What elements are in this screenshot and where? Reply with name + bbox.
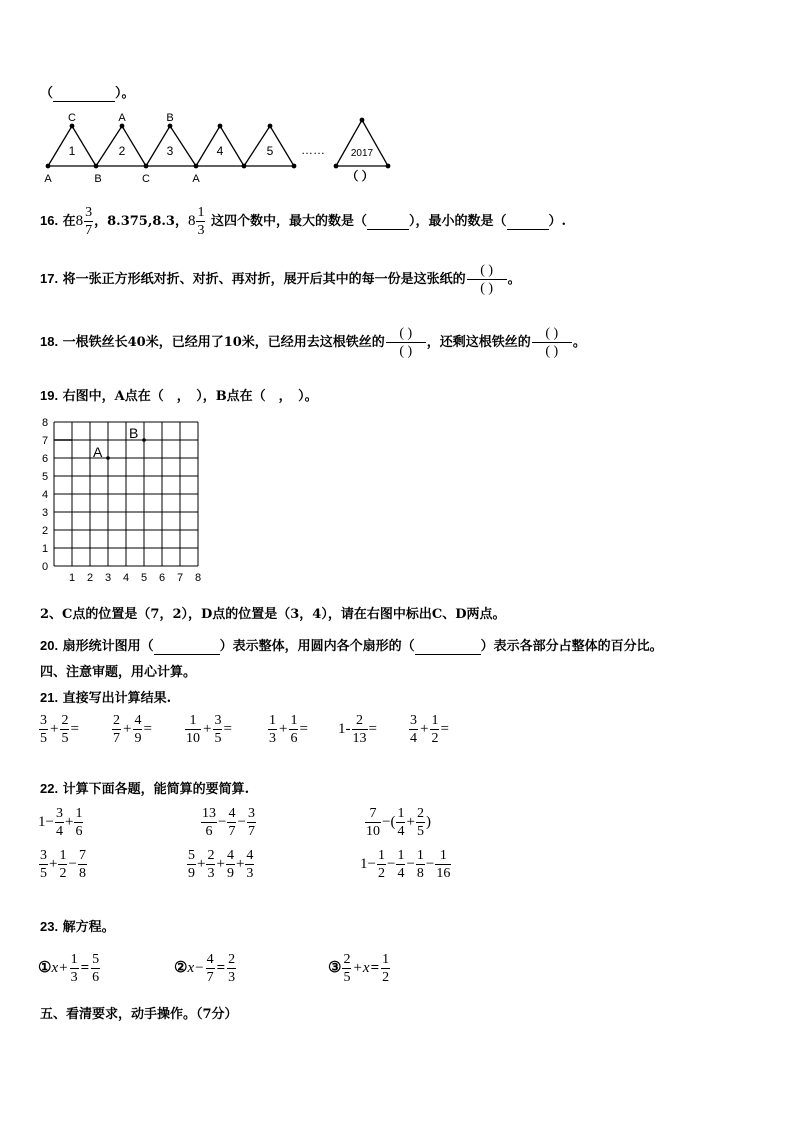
answer-fraction[interactable]: $\frac{( )}{( )}$: [467, 262, 507, 297]
q23-equation-2: ②x− $\frac{4}{7}$ = $\frac{2}{3}$: [174, 952, 236, 985]
vertex-label: B: [166, 112, 174, 124]
q21-item: $\frac{2}{7}$ + $\frac{4}{9}$ =: [113, 713, 152, 746]
q22-expr-1: 1− $\frac{3}{4}$ + $\frac{1}{6}$: [38, 806, 83, 839]
answer-fraction[interactable]: $\frac{( )}{( )}$: [386, 325, 426, 360]
q21-item: $\frac{1}{10}$ + $\frac{3}{5}$ =: [186, 713, 232, 746]
q21-item: $\frac{3}{5}$ + $\frac{2}{5}$ =: [40, 713, 79, 746]
x-tick-label: 7: [177, 572, 184, 584]
q19: 19. 右图中，A点在（ ， ），B点在（ ， ）。: [40, 388, 318, 404]
vertex-label: A: [118, 112, 126, 124]
y-tick-label: 7: [42, 435, 49, 447]
y-tick-label: 1: [42, 543, 49, 555]
point-b: [142, 438, 146, 442]
q22-title: 22. 计算下面各题，能简算的要简算.: [40, 781, 250, 797]
q16: 16. 在8 $\frac{3}{7}$ ，8.375,8.3，8 $\frac{1}{3}$ 这四个数中，最大的数是（ ），最小的数是（ ）.: [40, 205, 567, 238]
y-tick-label: 3: [42, 507, 49, 519]
point-b-label: B: [129, 425, 139, 441]
q20-blank-2[interactable]: [415, 639, 481, 655]
x-tick-label: 6: [159, 572, 166, 584]
q21-title: 21. 直接写出计算结果.: [40, 690, 172, 706]
mixed-number: 8 $\frac{3}{7}$: [75, 205, 93, 238]
max-blank[interactable]: [367, 214, 409, 230]
mixed-number: 8 $\frac{1}{3}$: [187, 205, 205, 238]
vertex-label: B: [94, 173, 102, 185]
q18: 18. 一根铁丝长40米，已经用了10米，已经用去这根铁丝的 $\frac{( )}{( )}$ ，还剩这根铁丝的 $\frac{( )}{( )}$ 。: [40, 326, 586, 359]
section-5-heading: 五、看清要求，动手操作。（7分）: [40, 1007, 238, 1022]
q19-followup: 2、C点的位置是（7，2），D点的位置是（3，4），请在右图中标出C、D两点。: [40, 607, 506, 622]
last-paren: （ ）: [346, 169, 374, 183]
point-a: [106, 456, 110, 460]
q17: 17. 将一张正方形纸对折、对折、再对折，展开后其中的每一份是这张纸的 $\frac{( )}{( )}$ 。: [40, 263, 521, 296]
q15-answer: （ ）。: [40, 86, 135, 101]
x-tick-label: 4: [123, 572, 130, 584]
vertex-label: C: [68, 112, 76, 124]
q22-expr-6: 1− $\frac{1}{2}$ − $\frac{1}{4}$ − $\frac{1}{8}$ − $\frac{1}{16}$: [360, 848, 451, 881]
y-tick-label: 8: [42, 417, 49, 429]
q22-expr-4: $\frac{3}{5}$ + $\frac{1}{2}$ − $\frac{7}{8}$: [40, 848, 86, 881]
coordinate-grid[interactable]: [38, 412, 213, 590]
min-blank[interactable]: [507, 214, 549, 230]
triangle-label: 4: [216, 144, 224, 158]
q23-equation-1: ①x+ $\frac{1}{3}$ = $\frac{5}{6}$: [38, 952, 100, 985]
q21-item: 1- $\frac{2}{13}$ =: [338, 713, 377, 746]
section-4-heading: 四、注意审题，用心计算。: [40, 665, 197, 680]
triangle-label: 5: [266, 144, 274, 158]
y-tick-label: 2: [42, 525, 49, 537]
q20-blank-1[interactable]: [154, 639, 220, 655]
q20: 20. 扇形统计图用（ ）表示整体，用圆内各个扇形的（ ）表示各部分占整体的百分比。: [40, 638, 663, 654]
x-tick-label: 5: [141, 572, 148, 584]
q21-item: $\frac{3}{4}$ + $\frac{1}{2}$ =: [410, 713, 449, 746]
y-tick-label: 5: [42, 471, 49, 483]
vertex-label: A: [192, 173, 200, 185]
answer-fraction[interactable]: $\frac{( )}{( )}$: [532, 325, 572, 360]
triangle-chain-figure: [38, 108, 418, 188]
y-tick-label: 6: [42, 453, 49, 465]
triangle-label-last: 2017: [350, 148, 374, 159]
triangle-label: 3: [166, 144, 174, 158]
point-a-label: A: [93, 444, 103, 460]
x-tick-label: 8: [195, 572, 202, 584]
q22-expr-2: $\frac{13}{6}$ − $\frac{4}{7}$ − $\frac{3}{7}$: [202, 806, 255, 839]
q23-title: 23. 解方程。: [40, 919, 115, 935]
triangle-label: 2: [118, 144, 126, 158]
triangle-label: 1: [68, 144, 76, 158]
y-tick-label: 4: [42, 489, 49, 501]
ellipsis: ……: [301, 143, 325, 157]
q22-expr-3: $\frac{7}{10}$ −( $\frac{1}{4}$ + $\frac{2}{5}$ ): [366, 806, 431, 839]
q21-item: $\frac{1}{3}$ + $\frac{1}{6}$ =: [269, 713, 308, 746]
vertex-label: C: [142, 173, 150, 185]
x-tick-label: 2: [87, 572, 94, 584]
q23-equation-3: ③ $\frac{2}{5}$ +x= $\frac{1}{2}$: [328, 952, 390, 985]
vertex-label: A: [44, 173, 52, 185]
x-tick-label: 1: [69, 572, 76, 584]
x-tick-label: 0: [42, 561, 49, 573]
x-tick-label: 3: [105, 572, 112, 584]
q22-expr-5: $\frac{5}{9}$ + $\frac{2}{3}$ + $\frac{4}{9}$ + $\frac{4}{3}$: [188, 848, 254, 881]
q15-blank[interactable]: [53, 86, 115, 102]
